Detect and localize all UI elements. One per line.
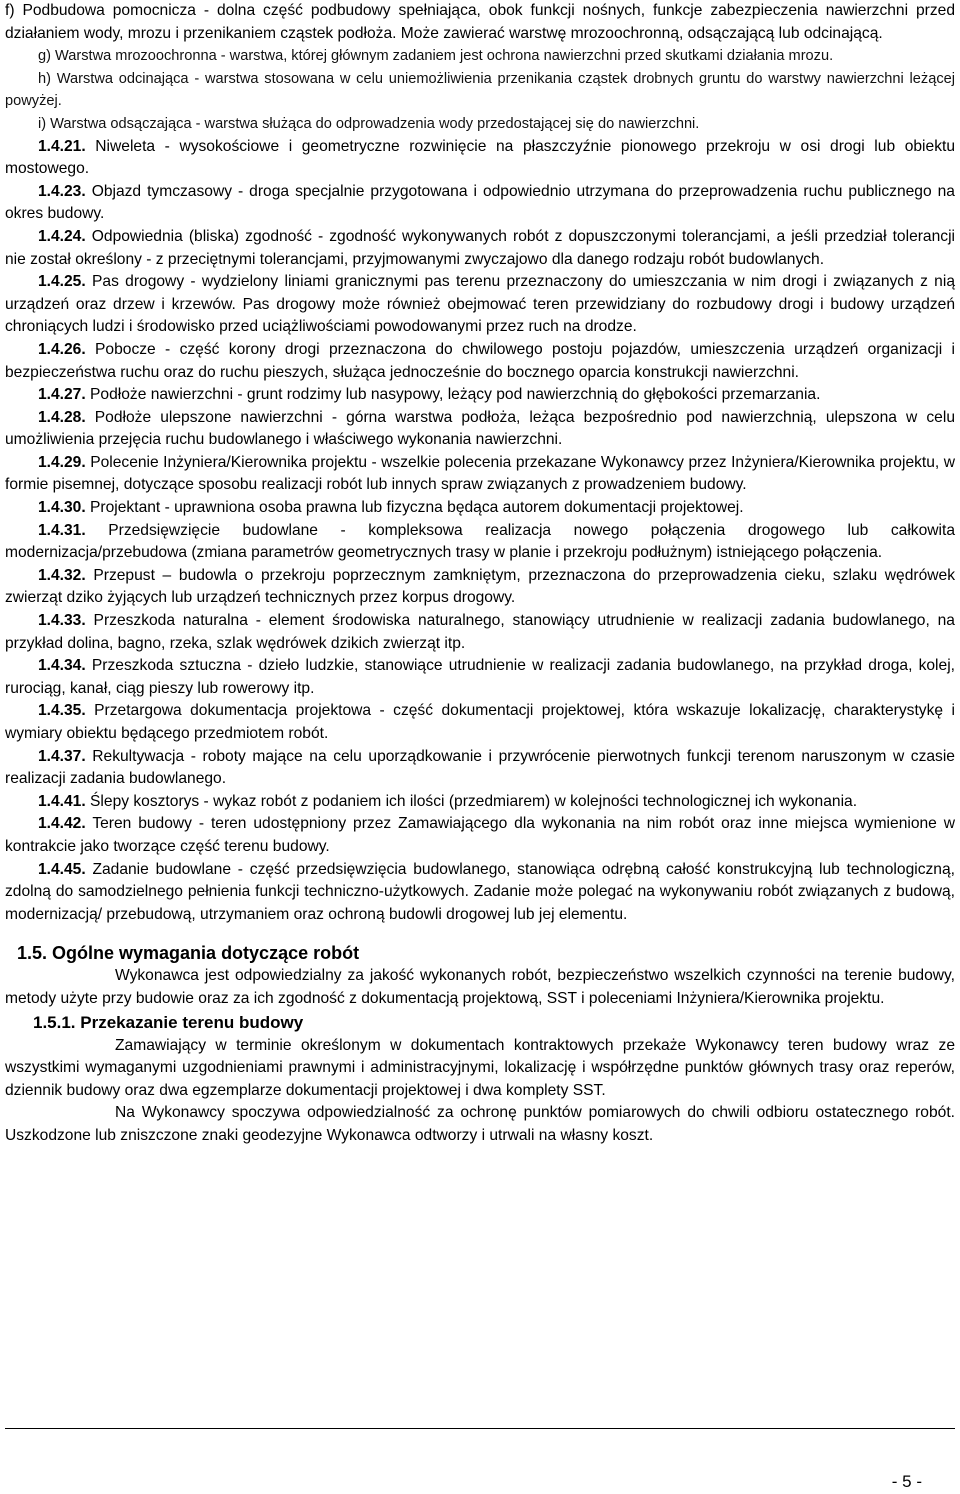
section-1-5-1-paragraph-1: Zamawiający w terminie określonym w dokumentach kontraktowych przekaże Wykonawcy teren budowy wraz ze wszystkimi wymaganymi uzgodnieniami prawnymi i administracyjnymi, lokalizację i współrzędne punktów głównych trasy oraz reperów, dziennik budowy oraz dwa egzemplarze dokumentacji projektowej i dwa komplety SST. <box>5 1036 955 1099</box>
definition-text: Podłoże nawierzchni - grunt rodzimy lub nasypowy, leżący pod nawierzchnią do głębokości przemarzania. <box>90 386 821 404</box>
definition-number: 1.4.37. <box>38 747 86 765</box>
page-number: - 5 - <box>891 1472 922 1491</box>
definition-item <box>5 181 955 226</box>
definition-item <box>5 136 955 181</box>
definition-number: 1.4.27. <box>38 386 86 404</box>
definition-item <box>5 497 955 520</box>
definition-text: Polecenie Inżyniera/Kierownika projektu - wszelkie polecenia przekazane Wykonawcy przez Inżyniera/Kierownika projektu, w formie pisemnej, dotyczące sposobu realizacji robót lub innych spraw związanych z prowadzeniem budowy. <box>5 453 956 494</box>
definition-number: 1.4.34. <box>38 657 86 675</box>
definition-item <box>5 700 955 745</box>
definition-number: 1.4.33. <box>38 612 86 630</box>
definition-number: 1.4.42. <box>38 815 86 833</box>
definition-item <box>5 407 955 452</box>
definition-text: Przeszkoda sztuczna - dzieło ludzkie, stanowiące utrudnienie w realizacji zadania budowlanego, na przykład droga, kolej, rurociąg, kanał, ciąg pieszy lub rowerowy itp. <box>5 657 955 697</box>
definition-item <box>5 859 955 927</box>
sub-item-h: h) Warstwa odcinająca - warstwa stosowana w celu uniemożliwienia przenikania cząstek drobnych gruntu do warstwy nawierzchni leżącej powyżej. <box>5 70 955 110</box>
definition-number: 1.4.23. <box>38 182 86 200</box>
definition-text: Rekultywacja - roboty mające na celu uporządkowanie i przywrócenie pierwotnych funkcji terenom naruszonym w czasie realizacji zadania budowlanego. <box>5 747 955 788</box>
definition-item <box>5 520 955 565</box>
definition-item <box>5 384 955 407</box>
definition-text: Przetargowa dokumentacja projektowa - część dokumentacji projektowej, która wskazuje lokalizację, charakterystykę i wymiary obiektu będącego przedmiotem robót. <box>5 702 955 742</box>
definition-item <box>5 452 955 497</box>
definition-text: Przepust – budowla o przekroju poprzecznym zamkniętym, przeznaczona do przeprowadzenia cieku, szlaku wędrówek zwierząt dziko żyjących lub urządzeń technicznych przez korpus drogowy. <box>5 566 955 607</box>
section-1-5-1-paragraph-2: Na Wykonawcy spoczywa odpowiedzialność za ochronę punktów pomiarowych do chwili odbioru ostatecznego robót. Uszkodzone lub zniszczone znaki geodezyjne Wykonawca odtworzy i utrwali na własny koszt. <box>5 1104 955 1144</box>
definition-text: Pobocze - część korony drogi przeznaczona do chwilowego postoju pojazdów, umieszczenia urządzeń organizacji i bezpieczeństwa ruchu oraz do ruchu pieszych, służąca jednocześnie do bocznego oparcia konstrukcji nawierzchni. <box>5 340 955 381</box>
section-heading-1-5: 1.5. Ogólne wymagania dotyczące robót <box>17 943 360 964</box>
definition-text: Przeszkoda naturalna - element środowiska naturalnego, stanowiący utrudnienie w realizacji zadania budowlanego, na przykład dolina, bagno, rzeka, szlak wędrówek dzikich zwierząt itp. <box>5 612 955 652</box>
definition-item <box>5 610 955 655</box>
definition-number: 1.4.25. <box>38 273 86 291</box>
definition-number: 1.4.21. <box>38 137 86 155</box>
sub-item-i: i) Warstwa odsączająca - warstwa służąca do odprowadzenia wody przedostającej się do nawierzchni. <box>38 115 700 132</box>
section-gap <box>5 926 955 939</box>
definition-number: 1.4.45. <box>38 860 86 878</box>
definition-text: Projektant - uprawniona osoba prawna lub fizyczna będąca autorem dokumentacji projektowej. <box>90 499 744 517</box>
section-heading-1-5-1: 1.5.1. Przekazanie terenu budowy <box>33 1012 304 1032</box>
definition-number: 1.4.31. <box>38 521 86 539</box>
definition-text: Teren budowy - teren udostępniony przez Zamawiającego dla wykonania na nim robót oraz inne miejsca wymienione w kontrakcie jako tworzące część terenu budowy. <box>5 815 955 855</box>
definition-item <box>5 565 955 610</box>
page-content <box>5 0 955 1148</box>
definition-number: 1.4.35. <box>38 702 86 720</box>
definition-item <box>5 746 955 791</box>
section-1-5-paragraph: Wykonawca jest odpowiedzialny za jakość wykonanych robót, bezpieczeństwo wszelkich czynności na terenie budowy, metody użyte przy budowie oraz za ich zgodność z dokumentacją projektową, SST i poleceniami Inżyniera/Kierownika projektu. <box>5 967 955 1007</box>
definition-text: Zadanie budowlane - część przedsięwzięcia budowlanego, stanowiąca odrębną całość konstrukcyjną lub technologiczną, zdolną do samodzielnego pełnienia funkcji techniczno-użytkowych. Zadanie może polegać na wykonywaniu robót związanych z budową, modernizacją/ przebudową, utrzymaniem oraz ochroną budowli drogowej lub jej elementu. <box>5 860 955 923</box>
definition-item <box>5 813 955 858</box>
definition-text: Ślepy kosztorys - wykaz robót z podaniem ich ilości (przedmiarem) w kolejności technologicznej ich wykonania. <box>90 792 858 810</box>
definition-text: Niweleta - wysokościowe i geometryczne rozwinięcie na płaszczyźnie pionowego przekroju w osi drogi lub obiektu mostowego. <box>5 137 955 178</box>
definition-item <box>5 791 955 814</box>
sub-item-f: f) Podbudowa pomocnicza - dolna część podbudowy spełniająca, obok funkcji nośnych, funkcje zabezpieczenia nawierzchni przed działaniem wody, mrozu i przenikaniem cząstek podłoża. Może zawierać warstwę mrozoochronną, odsączającą lub odcinającą. <box>5 2 955 42</box>
definition-text: Pas drogowy - wydzielony liniami granicznymi pas terenu przeznaczony do umieszczania w nim drogi i związanych z nią urządzeń oraz drzew i krzewów. Pas drogowy może również obejmować teren przewidziany do rozbudowy drogi i budowy urządzeń chroniących ludzi i środowisko przed uciążliwościami powodowanymi przez ruch na drodze. <box>5 273 955 336</box>
definition-text: Podłoże ulepszone nawierzchni - górna warstwa podłoża, leżąca bezpośrednio pod nawierzchnią, ulepszona w celu umożliwienia przejęcia ruchu budowlanego i właściwego wykonania nawierzchni. <box>5 408 955 449</box>
definition-text: Przedsięwzięcie budowlane - kompleksowa realizacja nowego połączenia drogowego lub całkowita modernizacja/przebudowa (zmiana parametrów geometrycznych trasy w planie i przekroju podłużnym) istniejącego połączenia. <box>5 521 955 562</box>
definition-number: 1.4.24. <box>38 227 86 245</box>
definition-number: 1.4.41. <box>38 792 86 810</box>
definition-item <box>5 655 955 700</box>
definitions-list <box>5 136 955 927</box>
definition-item <box>5 339 955 384</box>
footer-divider <box>5 1428 955 1429</box>
definition-item <box>5 226 955 271</box>
definition-number: 1.4.28. <box>38 408 86 426</box>
definition-number: 1.4.29. <box>38 453 86 471</box>
definition-number: 1.4.26. <box>38 340 86 358</box>
sub-item-g: g) Warstwa mrozoochronna - warstwa, której głównym zadaniem jest ochrona nawierzchni przed skutkami działania mrozu. <box>38 48 834 65</box>
definition-number: 1.4.30. <box>38 499 86 517</box>
definition-text: Odpowiednia (bliska) zgodność - zgodność wykonywanych robót z dopuszczonymi tolerancjami, a jeśli przedział tolerancji nie został określony - z przeciętnymi tolerancjami, przyjmowanymi zwyczajowo dla danego rodzaju robót budowlanych. <box>5 227 955 268</box>
definition-number: 1.4.32. <box>38 566 86 584</box>
definition-item <box>5 271 955 339</box>
definition-text: Objazd tymczasowy - droga specjalnie przygotowana i odpowiednio utrzymana do przeprowadzenia ruchu publicznego na okres budowy. <box>5 182 955 223</box>
